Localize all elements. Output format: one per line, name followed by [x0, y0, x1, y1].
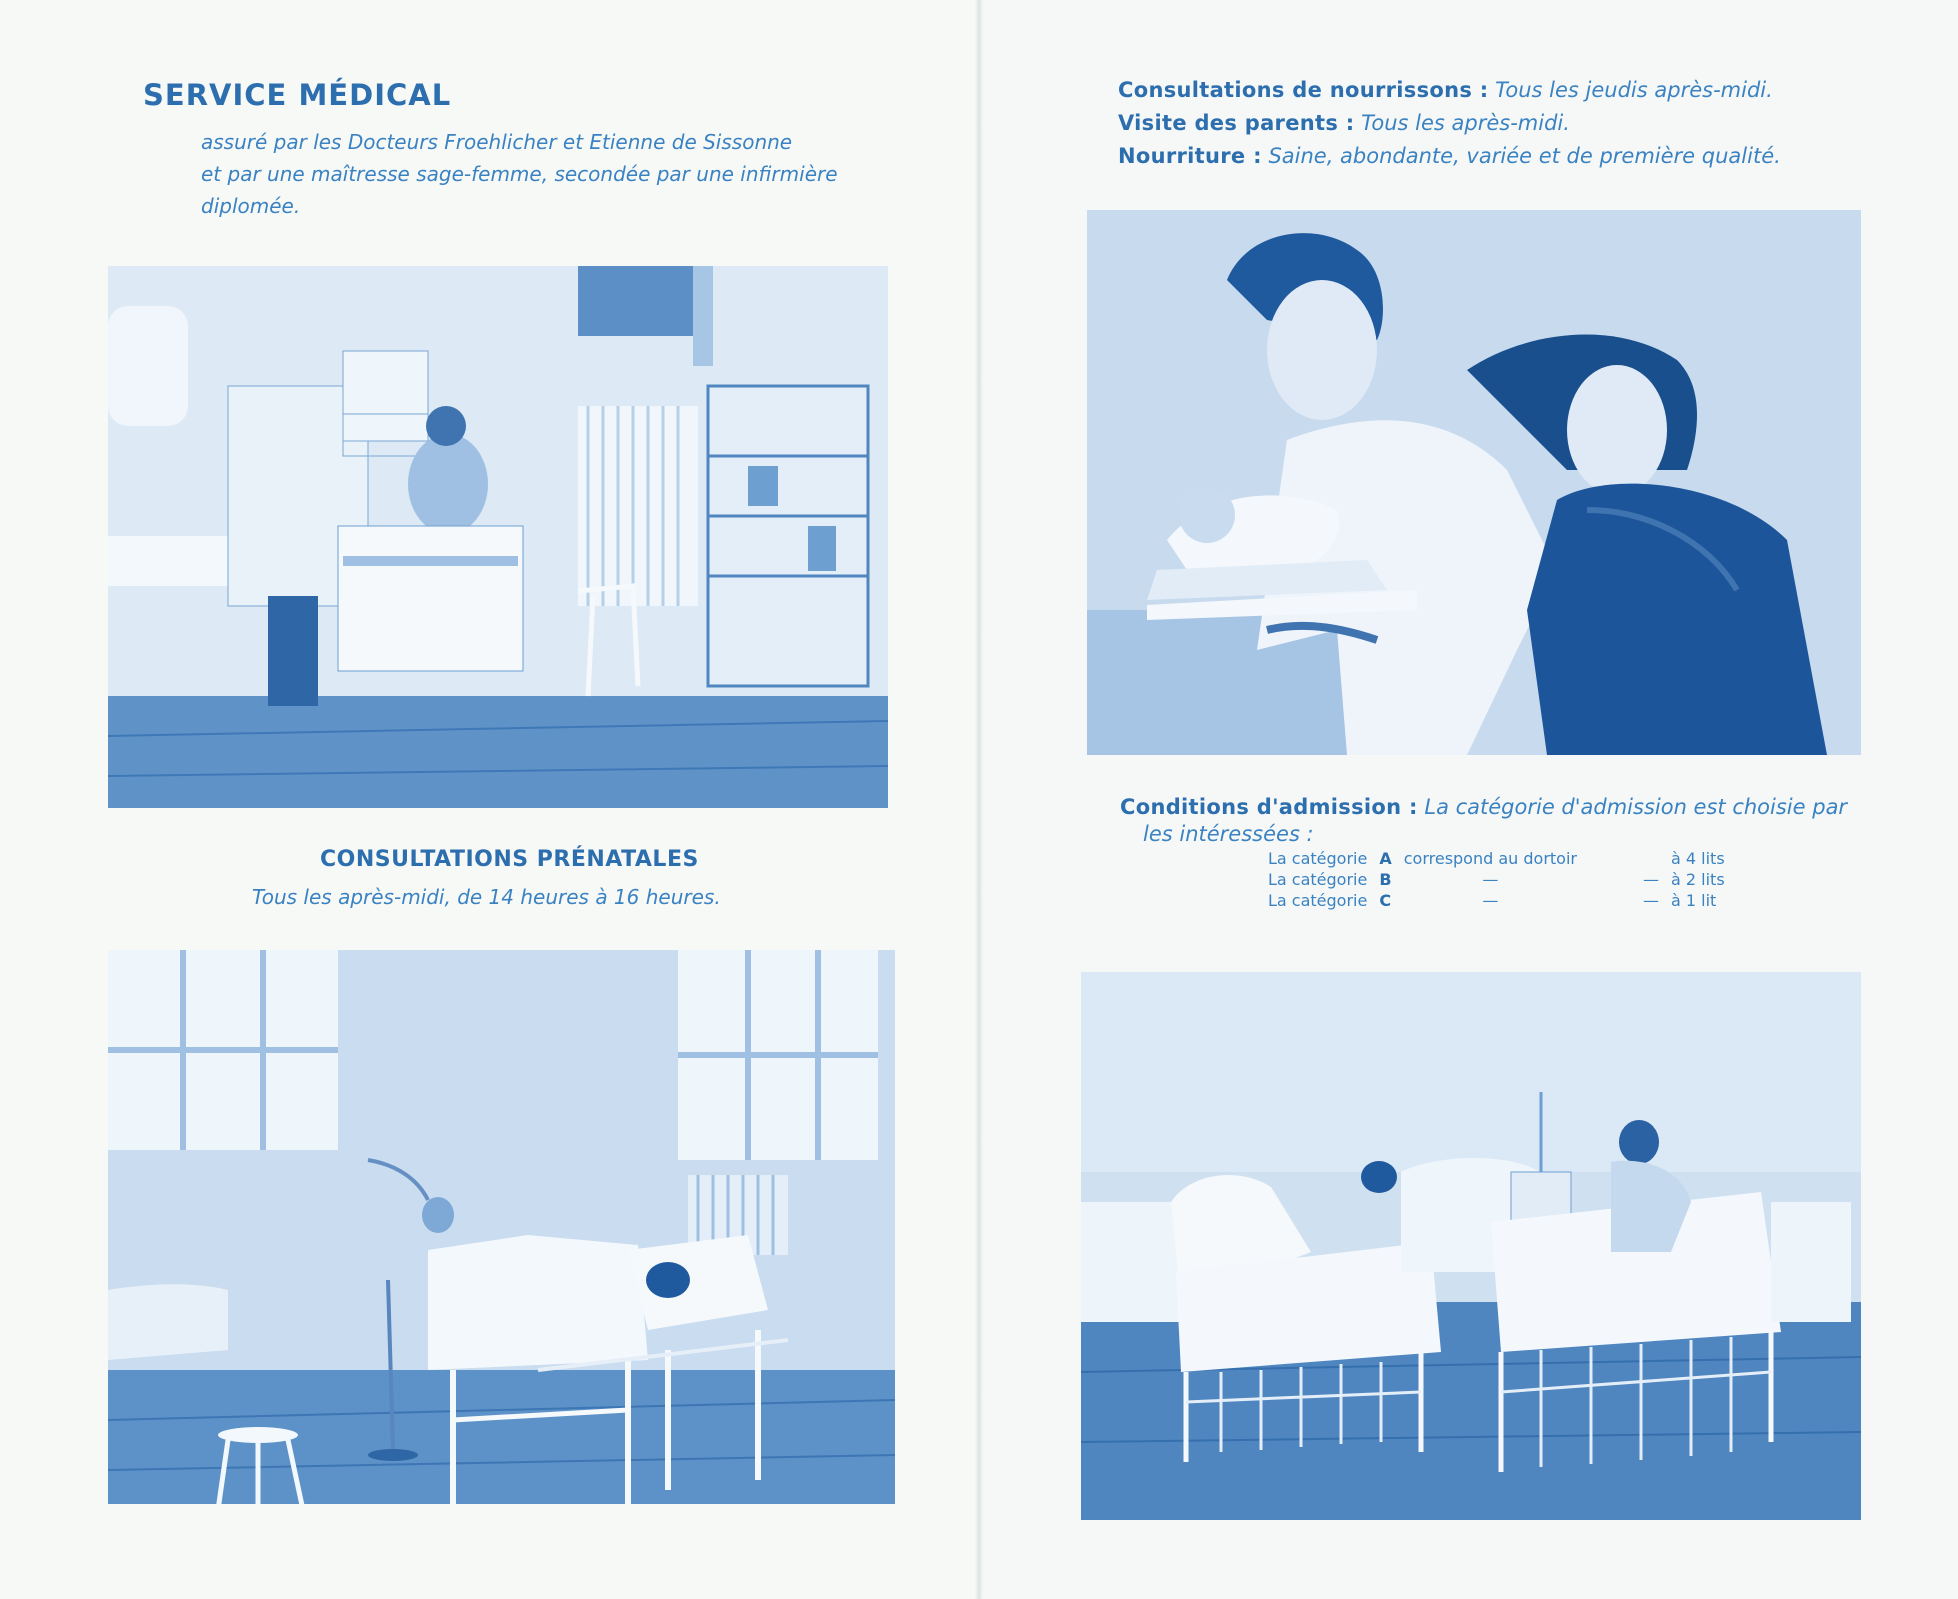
- category-row: [1262, 869, 1731, 890]
- category-mid: —: [1482, 891, 1499, 910]
- info-label: Nourriture :: [1118, 144, 1262, 168]
- service-text-line: et par une maîtresse sage-femme, secondée par une infirmière: [201, 162, 838, 186]
- category-letter: A: [1379, 849, 1392, 868]
- admission-line: [1120, 795, 1847, 819]
- category-letter: C: [1379, 891, 1392, 910]
- service-medical-title: SERVICE MÉDICAL: [143, 78, 452, 112]
- service-text-line: diplomée.: [201, 194, 301, 218]
- category-dash: —: [1643, 891, 1659, 910]
- admission-text: La catégorie d'admission est choisie par: [1417, 795, 1848, 819]
- categories-table: [1262, 848, 1731, 911]
- info-label: Consultations de nourrissons :: [1118, 78, 1489, 102]
- category-prefix: La catégorie: [1268, 891, 1368, 910]
- category-prefix: La catégorie: [1268, 849, 1368, 868]
- prenatal-title: CONSULTATIONS PRÉNATALES: [320, 847, 699, 872]
- info-line-visits: [1118, 111, 1570, 135]
- service-medical-text: [201, 126, 881, 222]
- page-fold: [975, 0, 983, 1599]
- category-row: [1262, 890, 1731, 911]
- admission-line-2: [1143, 822, 1314, 846]
- admission-label: Conditions d'admission :: [1120, 795, 1418, 819]
- category-value: à 2 lits: [1671, 870, 1725, 889]
- admission-text-2: les intéressées :: [1143, 822, 1314, 846]
- category-value: à 4 lits: [1671, 849, 1725, 868]
- category-prefix: La catégorie: [1268, 870, 1368, 889]
- photo-nursery-room: [108, 266, 888, 808]
- info-text: Saine, abondante, variée et de première qualité.: [1261, 144, 1781, 168]
- category-row: [1262, 848, 1731, 869]
- category-value: à 1 lit: [1671, 891, 1717, 910]
- category-mid: correspond au dortoir: [1403, 849, 1577, 868]
- category-dash: [1583, 848, 1665, 869]
- category-letter: B: [1379, 870, 1392, 889]
- info-text: Tous les après-midi.: [1354, 111, 1570, 135]
- info-text: Tous les jeudis après-midi.: [1488, 78, 1773, 102]
- prenatal-text: Tous les après-midi, de 14 heures à 16 heures.: [252, 885, 721, 909]
- info-line-food: [1118, 144, 1781, 168]
- photo-examination-room: [108, 950, 895, 1504]
- photo-weighing-baby: [1087, 210, 1861, 755]
- service-text-line: assuré par les Docteurs Froehlicher et Etienne de Sissonne: [201, 130, 793, 154]
- info-label: Visite des parents :: [1118, 111, 1355, 135]
- category-mid: —: [1482, 870, 1499, 889]
- info-line-consultations: [1118, 78, 1773, 102]
- category-dash: —: [1643, 870, 1659, 889]
- photo-dormitory: [1081, 972, 1861, 1520]
